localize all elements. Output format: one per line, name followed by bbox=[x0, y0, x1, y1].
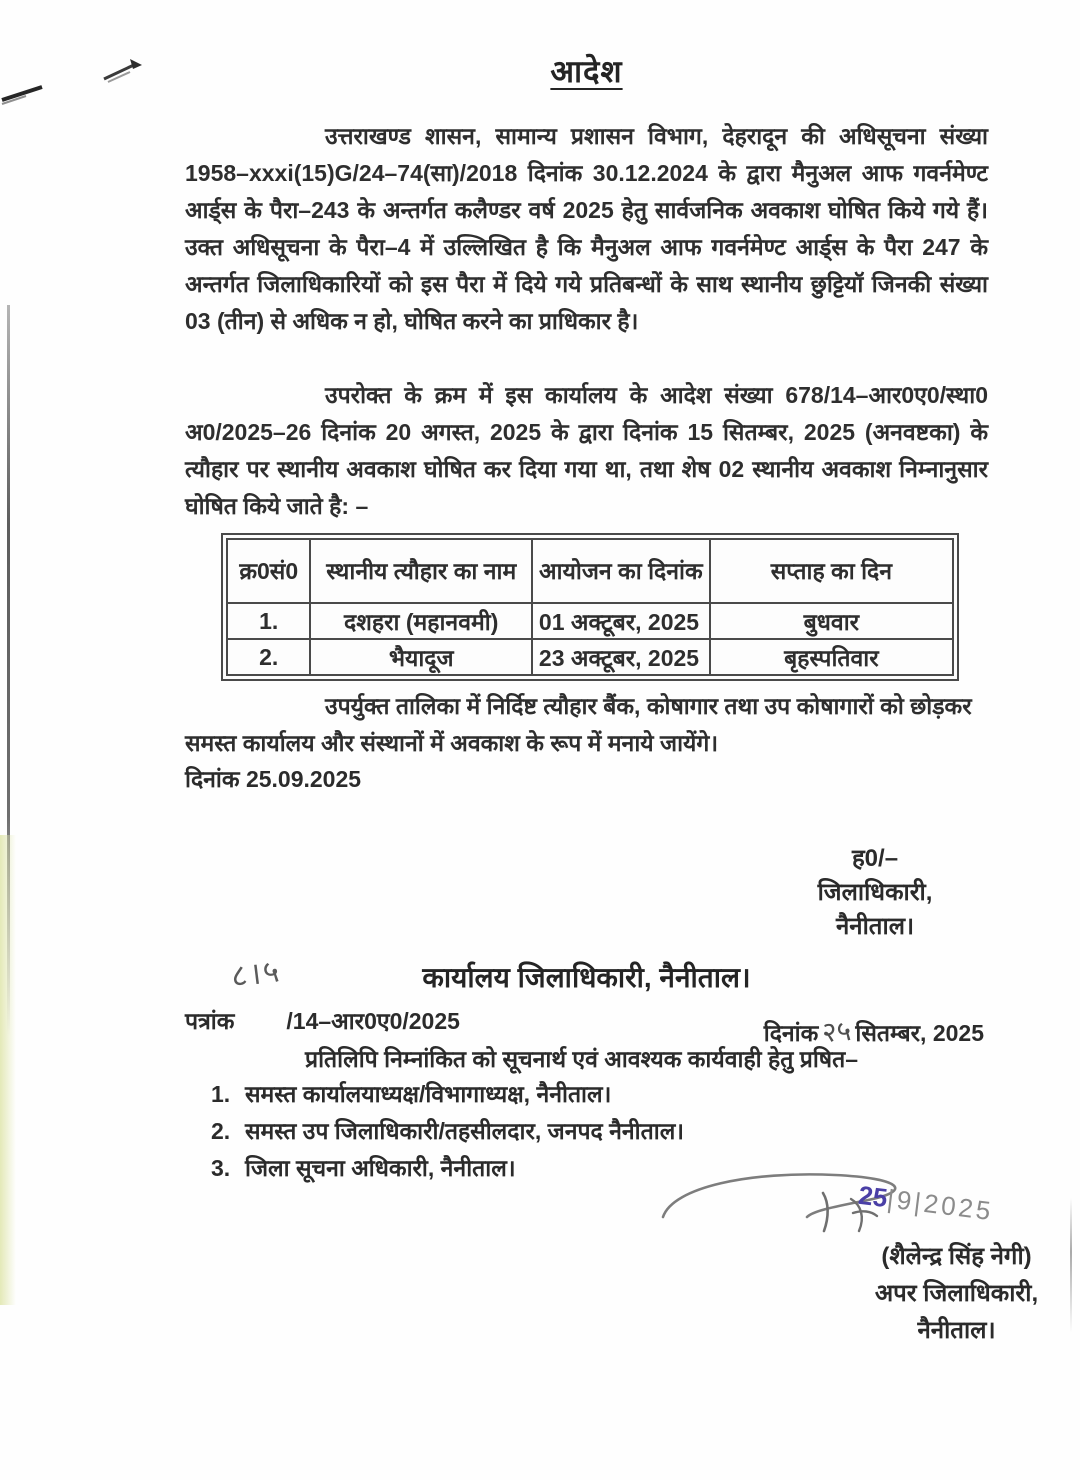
staple-mark-icon bbox=[0, 80, 48, 106]
patrank-label: पत्रांक bbox=[185, 1008, 235, 1034]
letter-number-line bbox=[185, 1004, 460, 1036]
cell-serial: 1. bbox=[227, 603, 310, 639]
scanner-edge-line-right bbox=[1070, 1198, 1072, 1333]
handwritten-letter-number: ८।५ bbox=[229, 953, 284, 994]
list-number: 1. bbox=[211, 1081, 231, 1107]
list-number: 2. bbox=[211, 1118, 231, 1144]
list-text: समस्त कार्यालयाध्यक्ष/विभागाध्यक्ष, नैनीताल। bbox=[245, 1081, 612, 1107]
column-header-festival: स्थानीय त्यौहार का नाम bbox=[310, 539, 531, 603]
table-row bbox=[227, 639, 953, 675]
page-title: आदेश bbox=[550, 54, 623, 89]
paragraph-holiday-scope: उपर्युक्त तालिका में निर्दिष्ट त्यौहार बैंक, कोषागार तथा उप कोषागारों को छोड़कर समस्त कार्यालय और संस्थानों में अवकाश के रूप में मनाये जायेंगे। bbox=[185, 693, 972, 756]
column-header-serial: क्र0सं0 bbox=[227, 539, 310, 603]
order-date: दिनांक 25.09.2025 bbox=[185, 766, 362, 792]
date-label: दिनांक bbox=[763, 1020, 819, 1046]
designation: अपर जिलाधिकारी, bbox=[874, 1280, 1039, 1307]
handwritten-date-day: 25 bbox=[856, 1179, 890, 1214]
holiday-table bbox=[221, 533, 959, 681]
handwritten-date-rest: |9|2025 bbox=[885, 1183, 996, 1227]
signature-block-dm bbox=[780, 842, 970, 944]
place: नैनीताल। bbox=[917, 1317, 996, 1344]
cell-serial: 2. bbox=[227, 639, 310, 675]
list-text: समस्त उप जिलाधिकारी/तहसीलदार, जनपद नैनीताल। bbox=[245, 1118, 685, 1144]
column-header-date: आयोजन का दिनांक bbox=[532, 539, 710, 603]
column-header-weekday: सप्ताह का दिन bbox=[710, 539, 953, 603]
date-rest: सितम्बर, 2025 bbox=[855, 1020, 984, 1046]
office-heading: कार्यालय जिलाधिकारी, नैनीताल। bbox=[422, 962, 751, 993]
signatory-name: (शैलेन्द्र सिंह नेगी) bbox=[881, 1243, 1032, 1270]
cell-festival: दशहरा (महानवमी) bbox=[310, 603, 531, 639]
letter-number-suffix: /14–आर0ए0/2025 bbox=[286, 1008, 460, 1034]
cell-date: 23 अक्टूबर, 2025 bbox=[532, 639, 710, 675]
cell-festival: भैयादूज bbox=[310, 639, 531, 675]
paragraph-order-context: उपरोक्त के क्रम में इस कार्यालय के आदेश संख्या 678/14–आर0ए0/स्था0 अ0/2025–26 दिनांक 20 अगस्त, 2025 के द्वारा दिनांक 15 सितम्बर, 2025 (अनवष्टका) के त्यौहार पर स्थानीय अवकाश घोषित कर दिया गया था, तथा शेष 02 स्थानीय अवकाश निम्नानुसार घोषित किये जाते है: – bbox=[185, 382, 988, 519]
list-text: जिला सूचना अधिकारी, नैनीताल। bbox=[245, 1155, 516, 1181]
paragraph-notification: उत्तराखण्ड शासन, सामान्य प्रशासन विभाग, देहरादून की अधिसूचना संख्या 1958–xxxi(15)G/24–74(सा)/2018 दिनांक 30.12.2024 के द्वारा मैनुअल आफ गवर्नमेण्ट आर्ड्स के पैरा–243 के अन्तर्गत कलैण्डर वर्ष 2025 हेतु सार्वजनिक अवकाश घोषित किये गये हैं। उक्त अधिसूचना के पैरा–4 में उल्लिखित है कि मैनुअल आफ गवर्नमेण्ट आर्ड्स के पैरा 247 के अन्तर्गत जिलाधिकारियों को इस पैरा में दिये गये प्रतिबन्धों के साथ स्थानीय छुट्टियॉ जिनकी संख्या 03 (तीन) से अधिक न हो, घोषित करने का प्राधिकार है। bbox=[185, 123, 988, 334]
handwritten-day: २५ bbox=[821, 1015, 853, 1048]
staple-mark-icon bbox=[100, 55, 148, 85]
list-item bbox=[211, 1113, 988, 1150]
list-number: 3. bbox=[211, 1155, 231, 1181]
table-header-row bbox=[227, 539, 953, 603]
signed-abbrev: ह0/– bbox=[851, 845, 899, 872]
designation: जिलाधिकारी, bbox=[817, 879, 933, 906]
place: नैनीताल। bbox=[835, 913, 915, 940]
copy-forward-intro: प्रतिलिपि निम्नांकित को सूचनार्थ एवं आवश्यक कार्यवाही हेतु प्रषित– bbox=[305, 1046, 858, 1072]
scanner-edge-tint bbox=[0, 835, 16, 1305]
list-item bbox=[211, 1076, 988, 1113]
cell-date: 01 अक्टूबर, 2025 bbox=[532, 603, 710, 639]
cell-weekday: बृहस्पतिवार bbox=[710, 639, 953, 675]
signature-block-adm bbox=[849, 1238, 1064, 1349]
table-row bbox=[227, 603, 953, 639]
cell-weekday: बुधवार bbox=[710, 603, 953, 639]
